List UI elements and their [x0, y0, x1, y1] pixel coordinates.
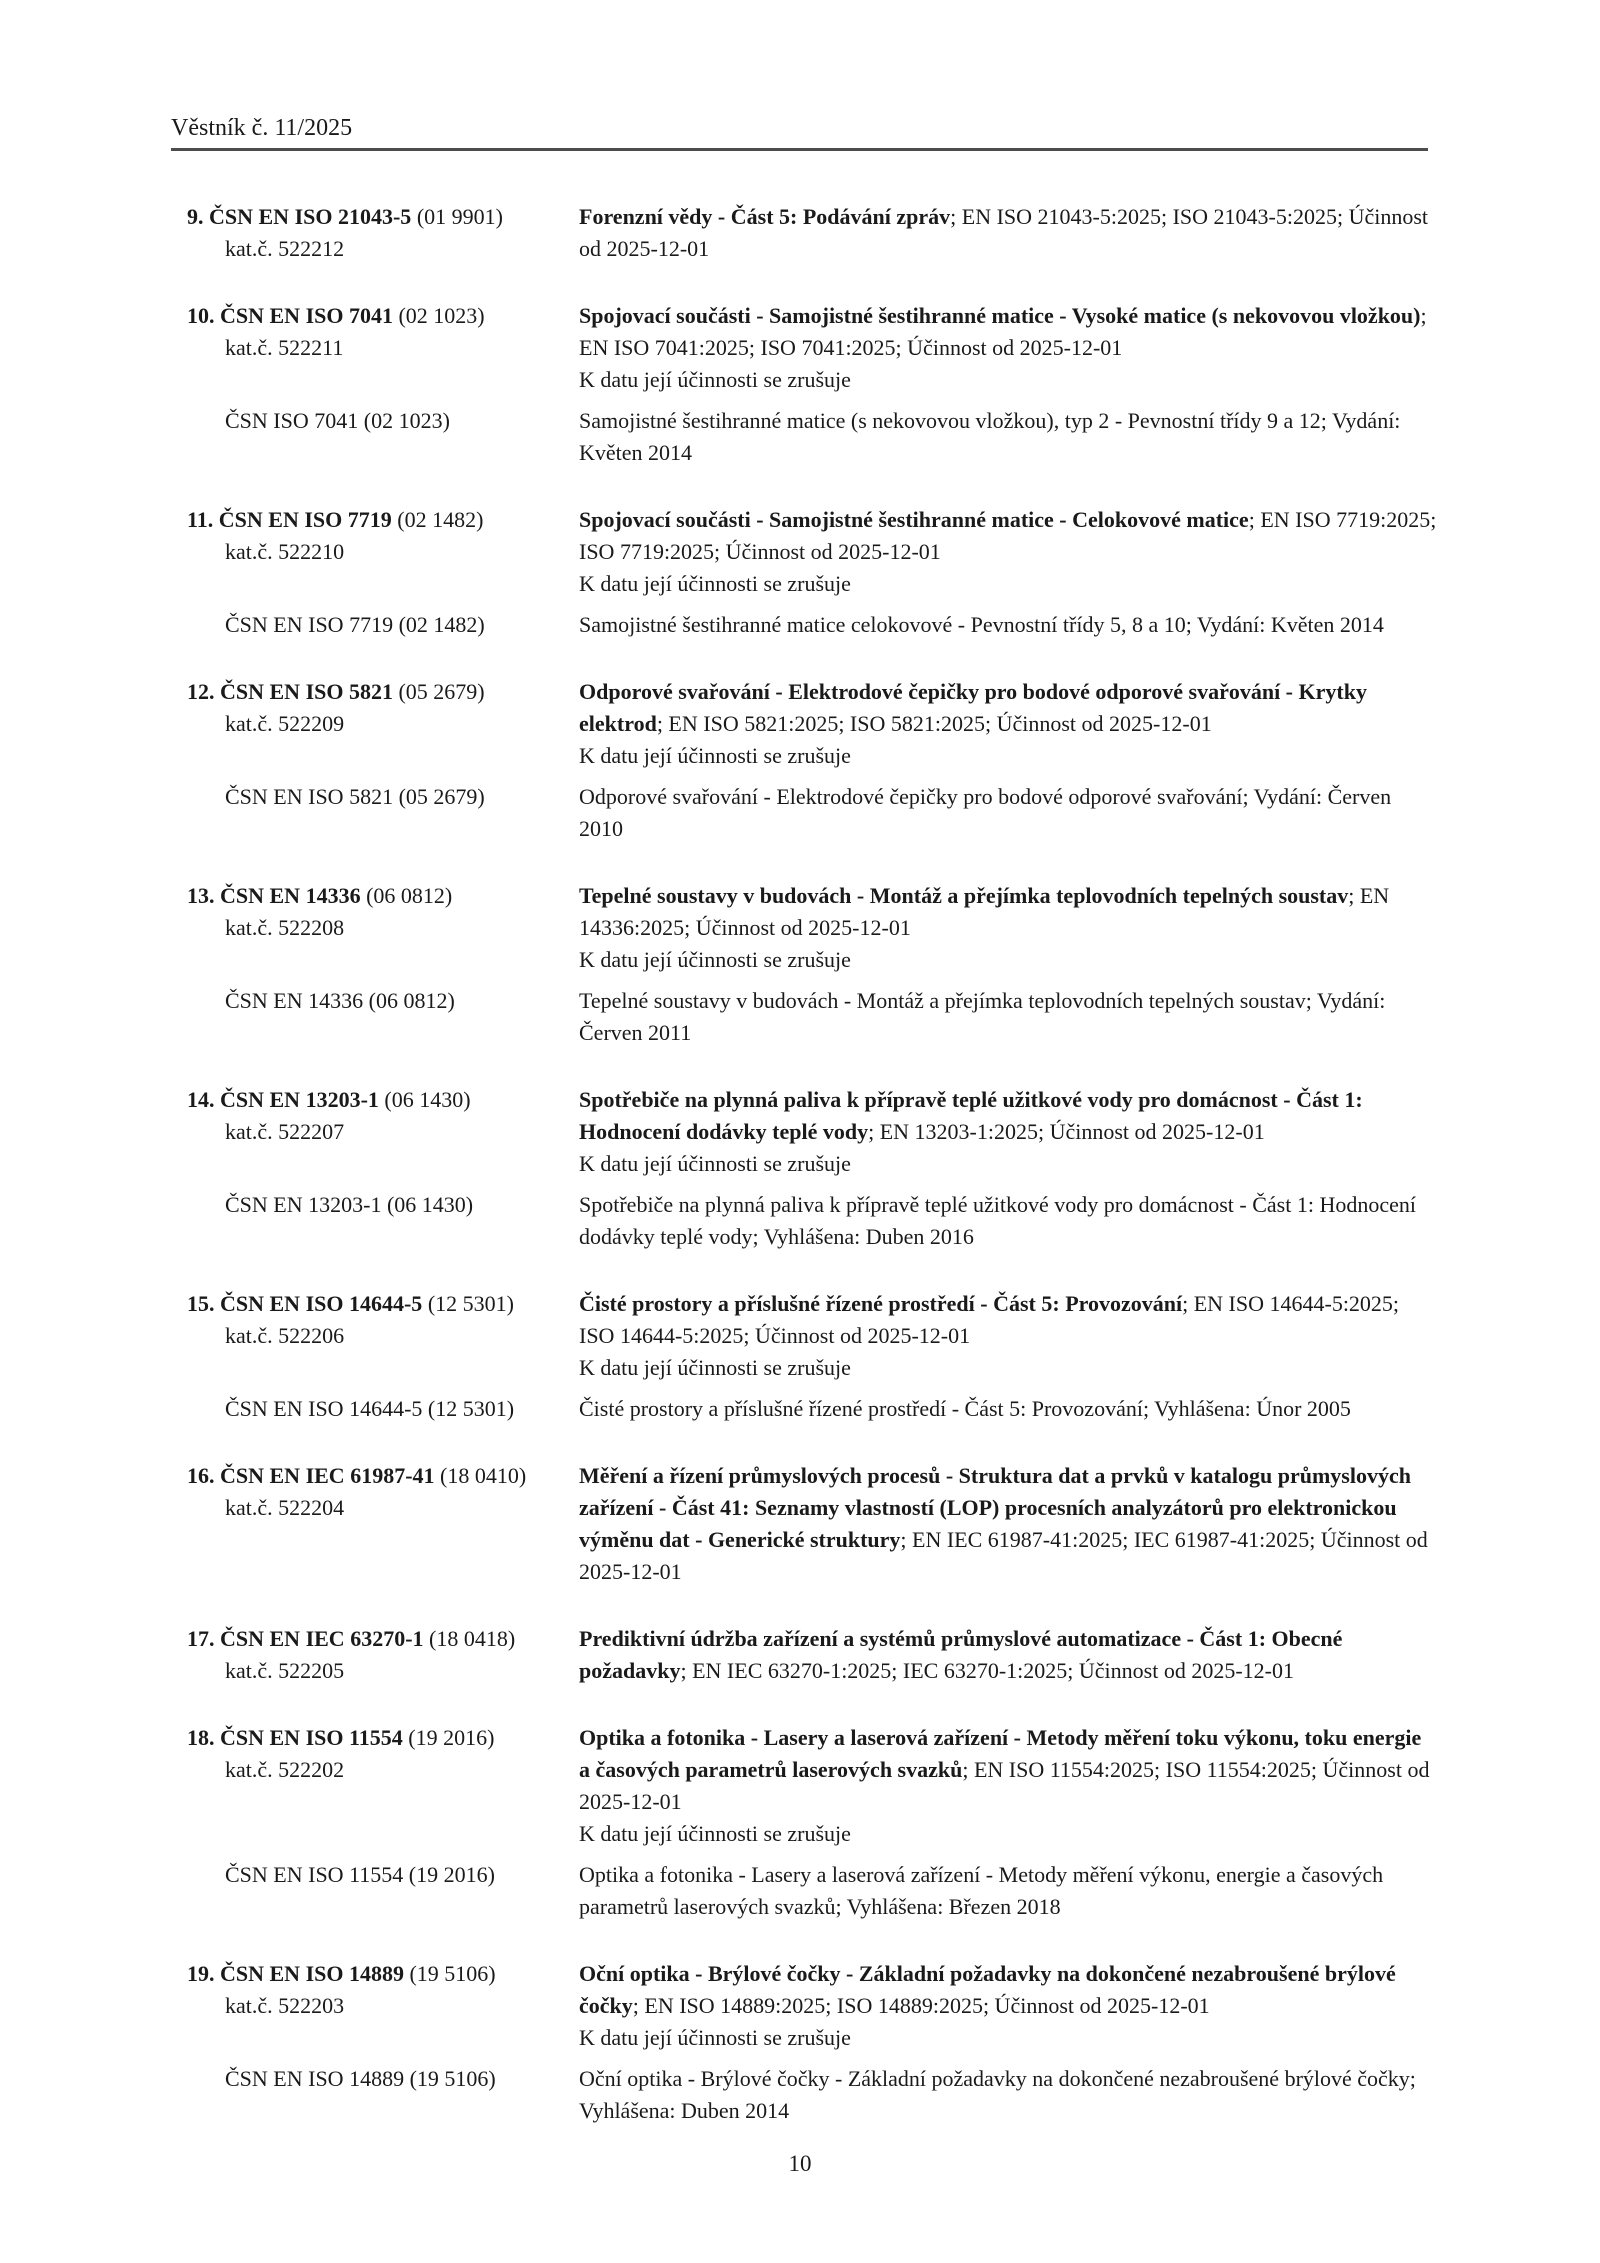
entry-class-code: (01 9901)	[411, 204, 503, 229]
entry-heading	[187, 1288, 579, 1320]
entry-catalog-number: kat.č. 522205	[225, 1658, 345, 1683]
entry-right-column	[579, 1958, 1437, 2054]
entry-catalog-number: kat.č. 522210	[225, 539, 345, 564]
entry-number-and-code: 18. ČSN EN ISO 11554	[187, 1725, 403, 1750]
replaced-standard-text: Optika a fotonika - Lasery a laserová zařízení - Metody měření výkonu, energie a časových parametrů laserových svazků; Vyhlášena: Březen 2018	[579, 1862, 1384, 1919]
entry-right-column	[579, 504, 1437, 600]
entries-list	[187, 201, 1437, 2162]
entry-references: ; EN ISO 11554:2025; ISO 11554:2025; Účinnost od 2025-12-01	[579, 1757, 1430, 1814]
page-number: 10	[788, 2151, 812, 2176]
entry-heading	[187, 676, 579, 708]
replaced-standard-row	[187, 781, 1437, 845]
replaced-standard-row	[187, 1859, 1437, 1923]
standard-entry	[187, 504, 1437, 641]
standard-entry	[187, 201, 1437, 265]
replaced-left-column	[187, 1393, 579, 1425]
entry-left-column	[187, 880, 579, 944]
entry-repeal-note: K datu její účinnosti se zrušuje	[579, 571, 851, 596]
entry-heading	[187, 201, 579, 233]
standard-entry	[187, 676, 1437, 845]
entry-heading	[187, 300, 579, 332]
entry-left-column	[187, 300, 579, 364]
entry-number-and-code: 15. ČSN EN ISO 14644-5	[187, 1291, 423, 1316]
entry-heading	[187, 1460, 579, 1492]
replaced-standard-text: Tepelné soustavy v budovách - Montáž a přejímka teplovodních tepelných soustav; Vydání: Červen 2011	[579, 988, 1386, 1045]
entry-title: Čisté prostory a příslušné řízené prostředí - Část 5: Provozování	[579, 1291, 1183, 1316]
replaced-standard-row	[187, 1393, 1437, 1425]
entry-description	[579, 1084, 1437, 1148]
entry-repeal-note: K datu její účinnosti se zrušuje	[579, 1355, 851, 1380]
replaced-standard-code: ČSN ISO 7041 (02 1023)	[225, 408, 450, 433]
entry-number-and-code: 19. ČSN EN ISO 14889	[187, 1961, 404, 1986]
entry-class-code: (02 1023)	[392, 303, 485, 328]
replaced-standard-code: ČSN EN 14336 (06 0812)	[225, 988, 455, 1013]
entry-main-row	[187, 880, 1437, 976]
replaced-left-column	[187, 2063, 579, 2095]
entry-number-and-code: 14. ČSN EN 13203-1	[187, 1087, 379, 1112]
entry-right-column	[579, 1288, 1437, 1384]
replaced-left-column	[187, 609, 579, 641]
standard-entry	[187, 880, 1437, 1049]
standard-entry	[187, 1958, 1437, 2127]
replaced-standard-code: ČSN EN 13203-1 (06 1430)	[225, 1192, 474, 1217]
entry-right-column	[579, 201, 1437, 265]
entry-catalog-number: kat.č. 522206	[225, 1323, 345, 1348]
entry-description	[579, 1288, 1437, 1352]
replaced-standard-code: ČSN EN ISO 14889 (19 5106)	[225, 2066, 496, 2091]
bulletin-title: Věstník č. 11/2025	[171, 115, 353, 141]
entry-references: ; EN ISO 14889:2025; ISO 14889:2025; Účinnost od 2025-12-01	[632, 1993, 1210, 2018]
entry-title: Tepelné soustavy v budovách - Montáž a přejímka teplovodních tepelných soustav	[579, 883, 1349, 908]
entry-references: ; EN IEC 61987-41:2025; IEC 61987-41:2025; Účinnost od 2025-12-01	[579, 1527, 1428, 1584]
entry-title: Spojovací součásti - Samojistné šestihranné matice - Vysoké matice (s nekovovou vložkou)	[579, 303, 1421, 328]
entry-main-row	[187, 201, 1437, 265]
replaced-standard-row	[187, 985, 1437, 1049]
entry-heading	[187, 1722, 579, 1754]
entry-main-row	[187, 676, 1437, 772]
entry-number-and-code: 9. ČSN EN ISO 21043-5	[187, 204, 412, 229]
entry-title: Odporové svařování - Elektrodové čepičky pro bodové odporové svařování - Krytky elektrod	[579, 679, 1367, 736]
entry-description	[579, 676, 1437, 740]
entry-repeal-note: K datu její účinnosti se zrušuje	[579, 367, 851, 392]
entry-repeal-note: K datu její účinnosti se zrušuje	[579, 2025, 851, 2050]
entry-class-code: (02 1482)	[391, 507, 484, 532]
entry-repeal-note: K datu její účinnosti se zrušuje	[579, 947, 851, 972]
entry-class-code: (19 5106)	[403, 1961, 496, 1986]
entry-description	[579, 1623, 1437, 1687]
entry-class-code: (19 2016)	[402, 1725, 495, 1750]
entry-class-code: (18 0410)	[434, 1463, 527, 1488]
replaced-standard-row	[187, 1189, 1437, 1253]
entry-left-column	[187, 1958, 579, 2022]
entry-references: ; EN ISO 21043-5:2025; ISO 21043-5:2025; Účinnost od 2025-12-01	[579, 204, 1429, 261]
entry-heading	[187, 880, 579, 912]
standard-entry	[187, 1722, 1437, 1923]
entry-catalog-number: kat.č. 522209	[225, 711, 345, 736]
entry-left-column	[187, 1084, 579, 1148]
entry-main-row	[187, 1722, 1437, 1850]
entry-left-column	[187, 1722, 579, 1786]
replaced-standard-text: Oční optika - Brýlové čočky - Základní požadavky na dokončené nezabroušené brýlové čočky; Vyhlášena: Duben 2014	[579, 2066, 1416, 2123]
entry-title: Prediktivní údržba zařízení a systémů průmyslové automatizace - Část 1: Obecné požadavky	[579, 1626, 1343, 1683]
entry-main-row	[187, 1084, 1437, 1180]
replaced-standard-text: Samojistné šestihranné matice (s nekovovou vložkou), typ 2 - Pevnostní třídy 9 a 12; Vydání: Květen 2014	[579, 408, 1401, 465]
entry-left-column	[187, 1460, 579, 1524]
entry-class-code: (12 5301)	[422, 1291, 514, 1316]
entry-left-column	[187, 201, 579, 265]
entry-references: ; EN IEC 63270-1:2025; IEC 63270-1:2025; Účinnost od 2025-12-01	[680, 1658, 1294, 1683]
replaced-left-column	[187, 1859, 579, 1891]
entry-title: Oční optika - Brýlové čočky - Základní požadavky na dokončené nezabroušené brýlové čočky	[579, 1961, 1396, 2018]
entry-right-column	[579, 676, 1437, 772]
replaced-standard-text: Odporové svařování - Elektrodové čepičky pro bodové odporové svařování; Vydání: Červen 2010	[579, 784, 1392, 841]
entry-heading	[187, 1084, 579, 1116]
entry-catalog-number: kat.č. 522207	[225, 1119, 345, 1144]
standard-entry	[187, 300, 1437, 469]
entry-number-and-code: 13. ČSN EN 14336	[187, 883, 361, 908]
entry-right-column	[579, 1084, 1437, 1180]
entry-catalog-number: kat.č. 522203	[225, 1993, 345, 2018]
entry-description	[579, 201, 1437, 265]
standard-entry	[187, 1460, 1437, 1588]
entry-heading	[187, 504, 579, 536]
entry-repeal-note: K datu její účinnosti se zrušuje	[579, 743, 851, 768]
replaced-standard-code: ČSN EN ISO 14644-5 (12 5301)	[225, 1396, 515, 1421]
entry-class-code: (06 0812)	[360, 883, 453, 908]
entry-main-row	[187, 1958, 1437, 2054]
entry-catalog-number: kat.č. 522204	[225, 1495, 345, 1520]
entry-description	[579, 880, 1437, 944]
entry-catalog-number: kat.č. 522211	[225, 335, 344, 360]
entry-right-column	[579, 880, 1437, 976]
entry-catalog-number: kat.č. 522202	[225, 1757, 345, 1782]
entry-left-column	[187, 504, 579, 568]
entry-right-column	[579, 300, 1437, 396]
entry-catalog-number: kat.č. 522208	[225, 915, 345, 940]
entry-title: Měření a řízení průmyslových procesů - Struktura dat a prvků v katalogu průmyslových zařízení - Část 41: Seznamy vlastností (LOP) procesních analyzátorů pro elektronickou výměnu dat - Generické struktury	[579, 1463, 1411, 1552]
entry-right-column	[579, 1623, 1437, 1687]
entry-description	[579, 1460, 1437, 1588]
entry-main-row	[187, 300, 1437, 396]
replaced-left-column	[187, 405, 579, 437]
entry-number-and-code: 12. ČSN EN ISO 5821	[187, 679, 393, 704]
entry-main-row	[187, 504, 1437, 600]
standard-entry	[187, 1623, 1437, 1687]
replaced-standard-text: Čisté prostory a příslušné řízené prostředí - Část 5: Provozování; Vyhlášena: Únor 2005	[579, 1396, 1351, 1421]
standard-entry	[187, 1288, 1437, 1425]
entry-references: ; EN ISO 14644-5:2025; ISO 14644-5:2025; Účinnost od 2025-12-01	[579, 1291, 1400, 1348]
entry-references: ; EN ISO 7719:2025; ISO 7719:2025; Účinnost od 2025-12-01	[579, 507, 1437, 564]
entry-title: Spotřebiče na plynná paliva k přípravě teplé užitkové vody pro domácnost - Část 1: Hodnocení dodávky teplé vody	[579, 1087, 1363, 1144]
replaced-standard-text: Spotřebiče na plynná paliva k přípravě teplé užitkové vody pro domácnost - Část 1: Hodnocení dodávky teplé vody; Vyhlášena: Duben 2016	[579, 1192, 1416, 1249]
entry-right-column	[579, 1722, 1437, 1850]
replaced-left-column	[187, 1189, 579, 1221]
entry-references: ; EN ISO 7041:2025; ISO 7041:2025; Účinnost od 2025-12-01	[579, 303, 1427, 360]
entry-left-column	[187, 1288, 579, 1352]
entry-left-column	[187, 676, 579, 740]
entry-description	[579, 300, 1437, 364]
replaced-standard-row	[187, 2063, 1437, 2127]
entry-class-code: (06 1430)	[378, 1087, 471, 1112]
replaced-standard-code: ČSN EN ISO 11554 (19 2016)	[225, 1862, 495, 1887]
entry-left-column	[187, 1623, 579, 1687]
entry-number-and-code: 16. ČSN EN IEC 61987-41	[187, 1463, 435, 1488]
entry-references: ; EN 13203-1:2025; Účinnost od 2025-12-01	[868, 1119, 1265, 1144]
entry-class-code: (05 2679)	[392, 679, 485, 704]
page-header	[171, 114, 1428, 151]
entry-main-row	[187, 1460, 1437, 1588]
page-footer	[0, 2150, 1600, 2178]
entry-description	[579, 1722, 1437, 1818]
replaced-standard-row	[187, 405, 1437, 469]
replaced-standard-text: Samojistné šestihranné matice celokovové - Pevnostní třídy 5, 8 a 10; Vydání: Květen 2014	[579, 612, 1384, 637]
entry-title: Optika a fotonika - Lasery a laserová zařízení - Metody měření toku výkonu, toku energie a časových parametrů laserových svazků	[579, 1725, 1422, 1782]
entry-heading	[187, 1623, 579, 1655]
entry-class-code: (18 0418)	[423, 1626, 516, 1651]
replaced-left-column	[187, 781, 579, 813]
entry-title: Spojovací součásti - Samojistné šestihranné matice - Celokovové matice	[579, 507, 1249, 532]
replaced-left-column	[187, 985, 579, 1017]
entry-number-and-code: 11. ČSN EN ISO 7719	[187, 507, 392, 532]
replaced-standard-row	[187, 609, 1437, 641]
replaced-standard-code: ČSN EN ISO 7719 (02 1482)	[225, 612, 485, 637]
entry-title: Forenzní vědy - Část 5: Podávání zpráv	[579, 204, 951, 229]
entry-description	[579, 1958, 1437, 2022]
replaced-standard-code: ČSN EN ISO 5821 (05 2679)	[225, 784, 485, 809]
entry-references: ; EN ISO 5821:2025; ISO 5821:2025; Účinnost od 2025-12-01	[656, 711, 1212, 736]
entry-main-row	[187, 1288, 1437, 1384]
standard-entry	[187, 1084, 1437, 1253]
entry-number-and-code: 10. ČSN EN ISO 7041	[187, 303, 393, 328]
entry-main-row	[187, 1623, 1437, 1687]
entry-catalog-number: kat.č. 522212	[225, 236, 345, 261]
entry-description	[579, 504, 1437, 568]
entry-repeal-note: K datu její účinnosti se zrušuje	[579, 1151, 851, 1176]
entry-number-and-code: 17. ČSN EN IEC 63270-1	[187, 1626, 424, 1651]
entry-right-column	[579, 1460, 1437, 1588]
entry-references: ; EN 14336:2025; Účinnost od 2025-12-01	[579, 883, 1390, 940]
entry-repeal-note: K datu její účinnosti se zrušuje	[579, 1821, 851, 1846]
entry-heading	[187, 1958, 579, 1990]
